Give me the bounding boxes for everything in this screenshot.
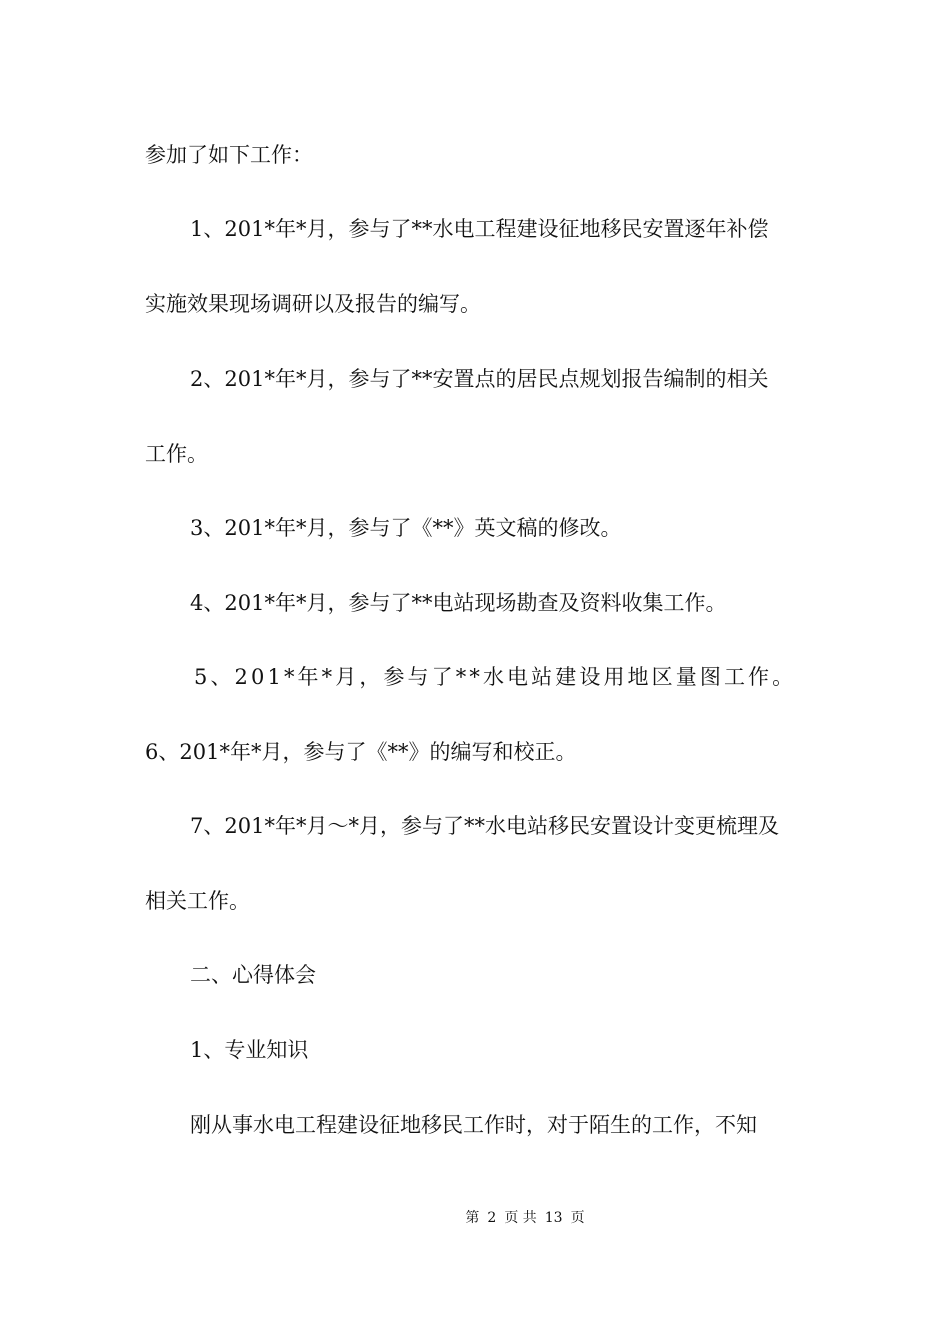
footer-total-pages: 13 <box>544 1210 563 1226</box>
paragraph-line: 5、201*年*月，参与了**水电站建设用地区量图工作。 <box>194 665 797 689</box>
footer-suffix: 页 <box>570 1210 585 1226</box>
paragraph-line: 实施效果现场调研以及报告的编写。 <box>145 292 481 316</box>
paragraph-line: 工作。 <box>145 442 208 466</box>
paragraph-line: 刚从事水电工程建设征地移民工作时，对于陌生的工作，不知 <box>190 1113 757 1137</box>
paragraph-line: 3、201*年*月，参与了《**》英文稿的修改。 <box>190 516 622 540</box>
paragraph-line: 2、201*年*月，参与了**安置点的居民点规划报告编制的相关 <box>190 367 769 391</box>
footer-middle: 页 共 <box>504 1210 537 1226</box>
footer-page-number: 2 <box>487 1210 497 1226</box>
paragraph-line: 7、201*年*月～*月，参与了**水电站移民安置设计变更梳理及 <box>190 814 779 838</box>
paragraph-line: 相关工作。 <box>145 889 250 913</box>
subsection-heading: 1、专业知识 <box>190 1038 309 1062</box>
paragraph-line: 1、201*年*月，参与了**水电工程建设征地移民安置逐年补偿 <box>190 217 769 241</box>
paragraph-line: 6、201*年*月，参与了《**》的编写和校正。 <box>145 740 577 764</box>
paragraph-line: 参加了如下工作： <box>145 143 313 167</box>
footer-prefix: 第 <box>465 1210 480 1226</box>
page-footer <box>0 1208 950 1228</box>
section-heading: 二、心得体会 <box>190 963 316 987</box>
paragraph-line: 4、201*年*月，参与了**电站现场勘查及资料收集工作。 <box>190 591 727 615</box>
